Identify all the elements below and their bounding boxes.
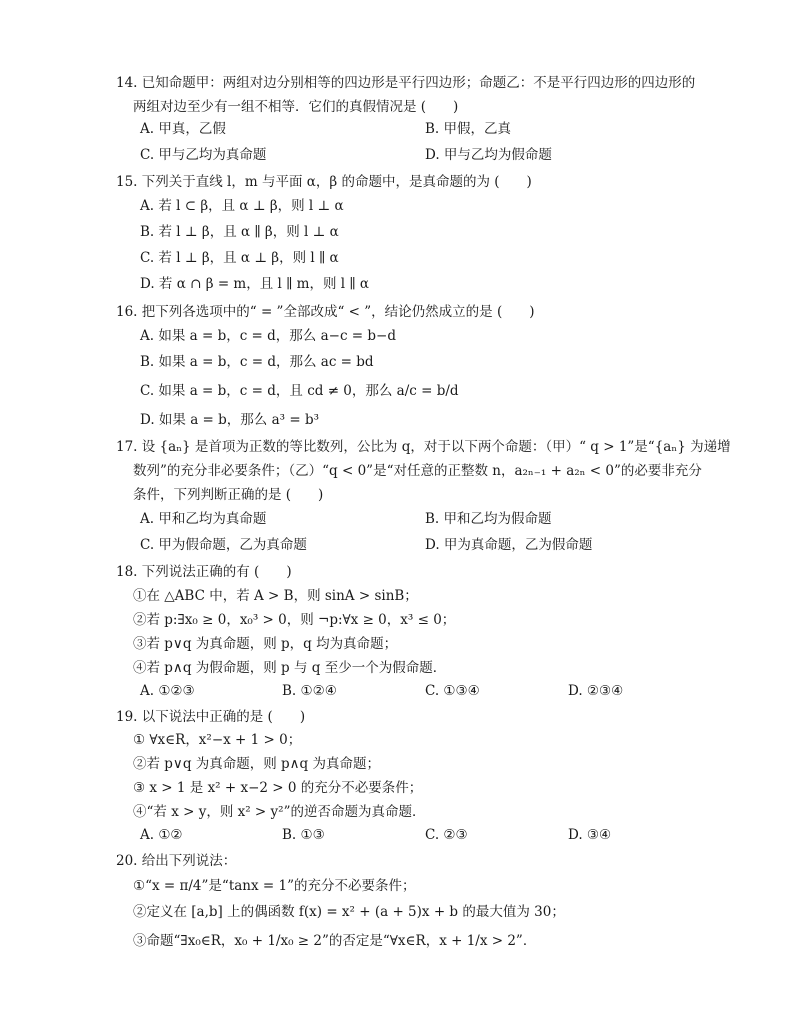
q18-option-d: D. ②③④	[568, 683, 624, 699]
q18-statement-2: ②若 p:∃x₀ ≥ 0，x₀³ > 0，则 ¬p:∀x ≥ 0，x³ ≤ 0；	[133, 612, 456, 628]
q19-option-d: D. ③④	[568, 827, 612, 843]
q14-option-a: A. 甲真，乙假	[140, 121, 226, 137]
q18-option-c: C. ①③④	[425, 683, 480, 699]
q19-option-c: C. ②③	[425, 827, 468, 843]
q20-line-1: 20. 给出下列说法：	[116, 853, 237, 869]
q14-option-b: B. 甲假，乙真	[425, 121, 512, 137]
q20-statement-2: ②定义在 [a,b] 上的偶函数 f(x) = x² + (a + 5)x + b 的最大值为 30；	[133, 904, 565, 920]
q15-line-1: 15. 下列关于直线 l，m 与平面 α，β 的命题中，是真命题的为 ( )	[116, 174, 532, 190]
q18-statement-4: ④若 p∧q 为假命题，则 p 与 q 至少一个为假命题．	[133, 660, 447, 676]
q18-option-b: B. ①②④	[282, 683, 337, 699]
q19-statement-4: ④“若 x > y，则 x² > y²”的逆否命题为真命题．	[133, 804, 426, 820]
q14-line-1: 14. 已知命题甲：两组对边分别相等的四边形是平行四边形；命题乙：不是平行四边形的四边形的	[116, 75, 696, 91]
q19-statement-1: ① ∀x∈R，x²−x + 1 > 0；	[133, 732, 302, 748]
q18-line-1: 18. 下列说法正确的有 ( )	[116, 564, 292, 580]
q17-option-b: B. 甲和乙均为假命题	[425, 511, 552, 527]
q16-option-a: A. 如果 a = b，c = d，那么 a−c = b−d	[140, 328, 397, 344]
q15-option-b: B. 若 l ⊥ β，且 α ∥ β，则 l ⊥ α	[140, 224, 339, 240]
q19-statement-2: ②若 p∨q 为真命题，则 p∧q 为真命题；	[133, 756, 380, 772]
q18-option-a: A. ①②③	[140, 683, 195, 699]
q15-option-a: A. 若 l ⊂ β，且 α ⊥ β，则 l ⊥ α	[140, 198, 344, 214]
q18-statement-1: ①在 △ABC 中，若 A > B，则 sinA > sinB；	[133, 588, 418, 604]
q19-statement-3: ③ x > 1 是 x² + x−2 > 0 的充分不必要条件；	[133, 780, 423, 796]
q16-option-d: D. 如果 a = b，那么 a³ = b³	[140, 412, 320, 428]
q14-option-c: C. 甲与乙均为真命题	[140, 147, 267, 163]
q16-line-1: 16. 把下列各选项中的“ = ”全部改成“ < ”，结论仍然成立的是 ( )	[116, 304, 535, 320]
q18-statement-3: ③若 p∨q 为真命题，则 p，q 均为真命题；	[133, 636, 398, 652]
q14-option-d: D. 甲与乙均为假命题	[425, 147, 552, 163]
q16-option-c: C. 如果 a = b，c = d，且 cd ≠ 0，那么 a/c = b/d	[140, 383, 459, 399]
q17-option-d: D. 甲为真命题，乙为假命题	[425, 537, 593, 553]
q16-option-b: B. 如果 a = b，c = d，那么 ac = bd	[140, 354, 374, 370]
q19-option-b: B. ①③	[282, 827, 325, 843]
q15-option-d: D. 若 α ∩ β = m，且 l ∥ m，则 l ∥ α	[140, 276, 369, 292]
q17-option-a: A. 甲和乙均为真命题	[140, 511, 267, 527]
q19-line-1: 19. 以下说法中正确的是 ( )	[116, 709, 306, 725]
q20-statement-1: ①“x = π/4”是“tanx = 1”的充分不必要条件；	[133, 878, 416, 894]
q14-line-2: 两组对边至少有一组不相等．它们的真假情况是 ( )	[133, 99, 459, 115]
q19-option-a: A. ①②	[140, 827, 183, 843]
q17-line-2: 数列”的充分非必要条件；（乙）“q < 0”是“对任意的正整数 n，a₂ₙ₋₁ + a₂ₙ < 0”的必要非充分	[133, 463, 702, 479]
q17-line-3: 条件，下列判断正确的是 ( )	[133, 487, 324, 503]
q17-option-c: C. 甲为假命题，乙为真命题	[140, 537, 307, 553]
q15-option-c: C. 若 l ⊥ β，且 α ⊥ β，则 l ∥ α	[140, 250, 339, 266]
q17-line-1: 17. 设 {aₙ} 是首项为正数的等比数列，公比为 q，对于以下两个命题：（甲）“ q > 1”是“{aₙ} 为递增	[116, 439, 731, 455]
q20-statement-3: ③命题“∃x₀∈R，x₀ + 1/x₀ ≥ 2”的否定是“∀x∈R，x + 1/x > 2”．	[133, 933, 537, 949]
